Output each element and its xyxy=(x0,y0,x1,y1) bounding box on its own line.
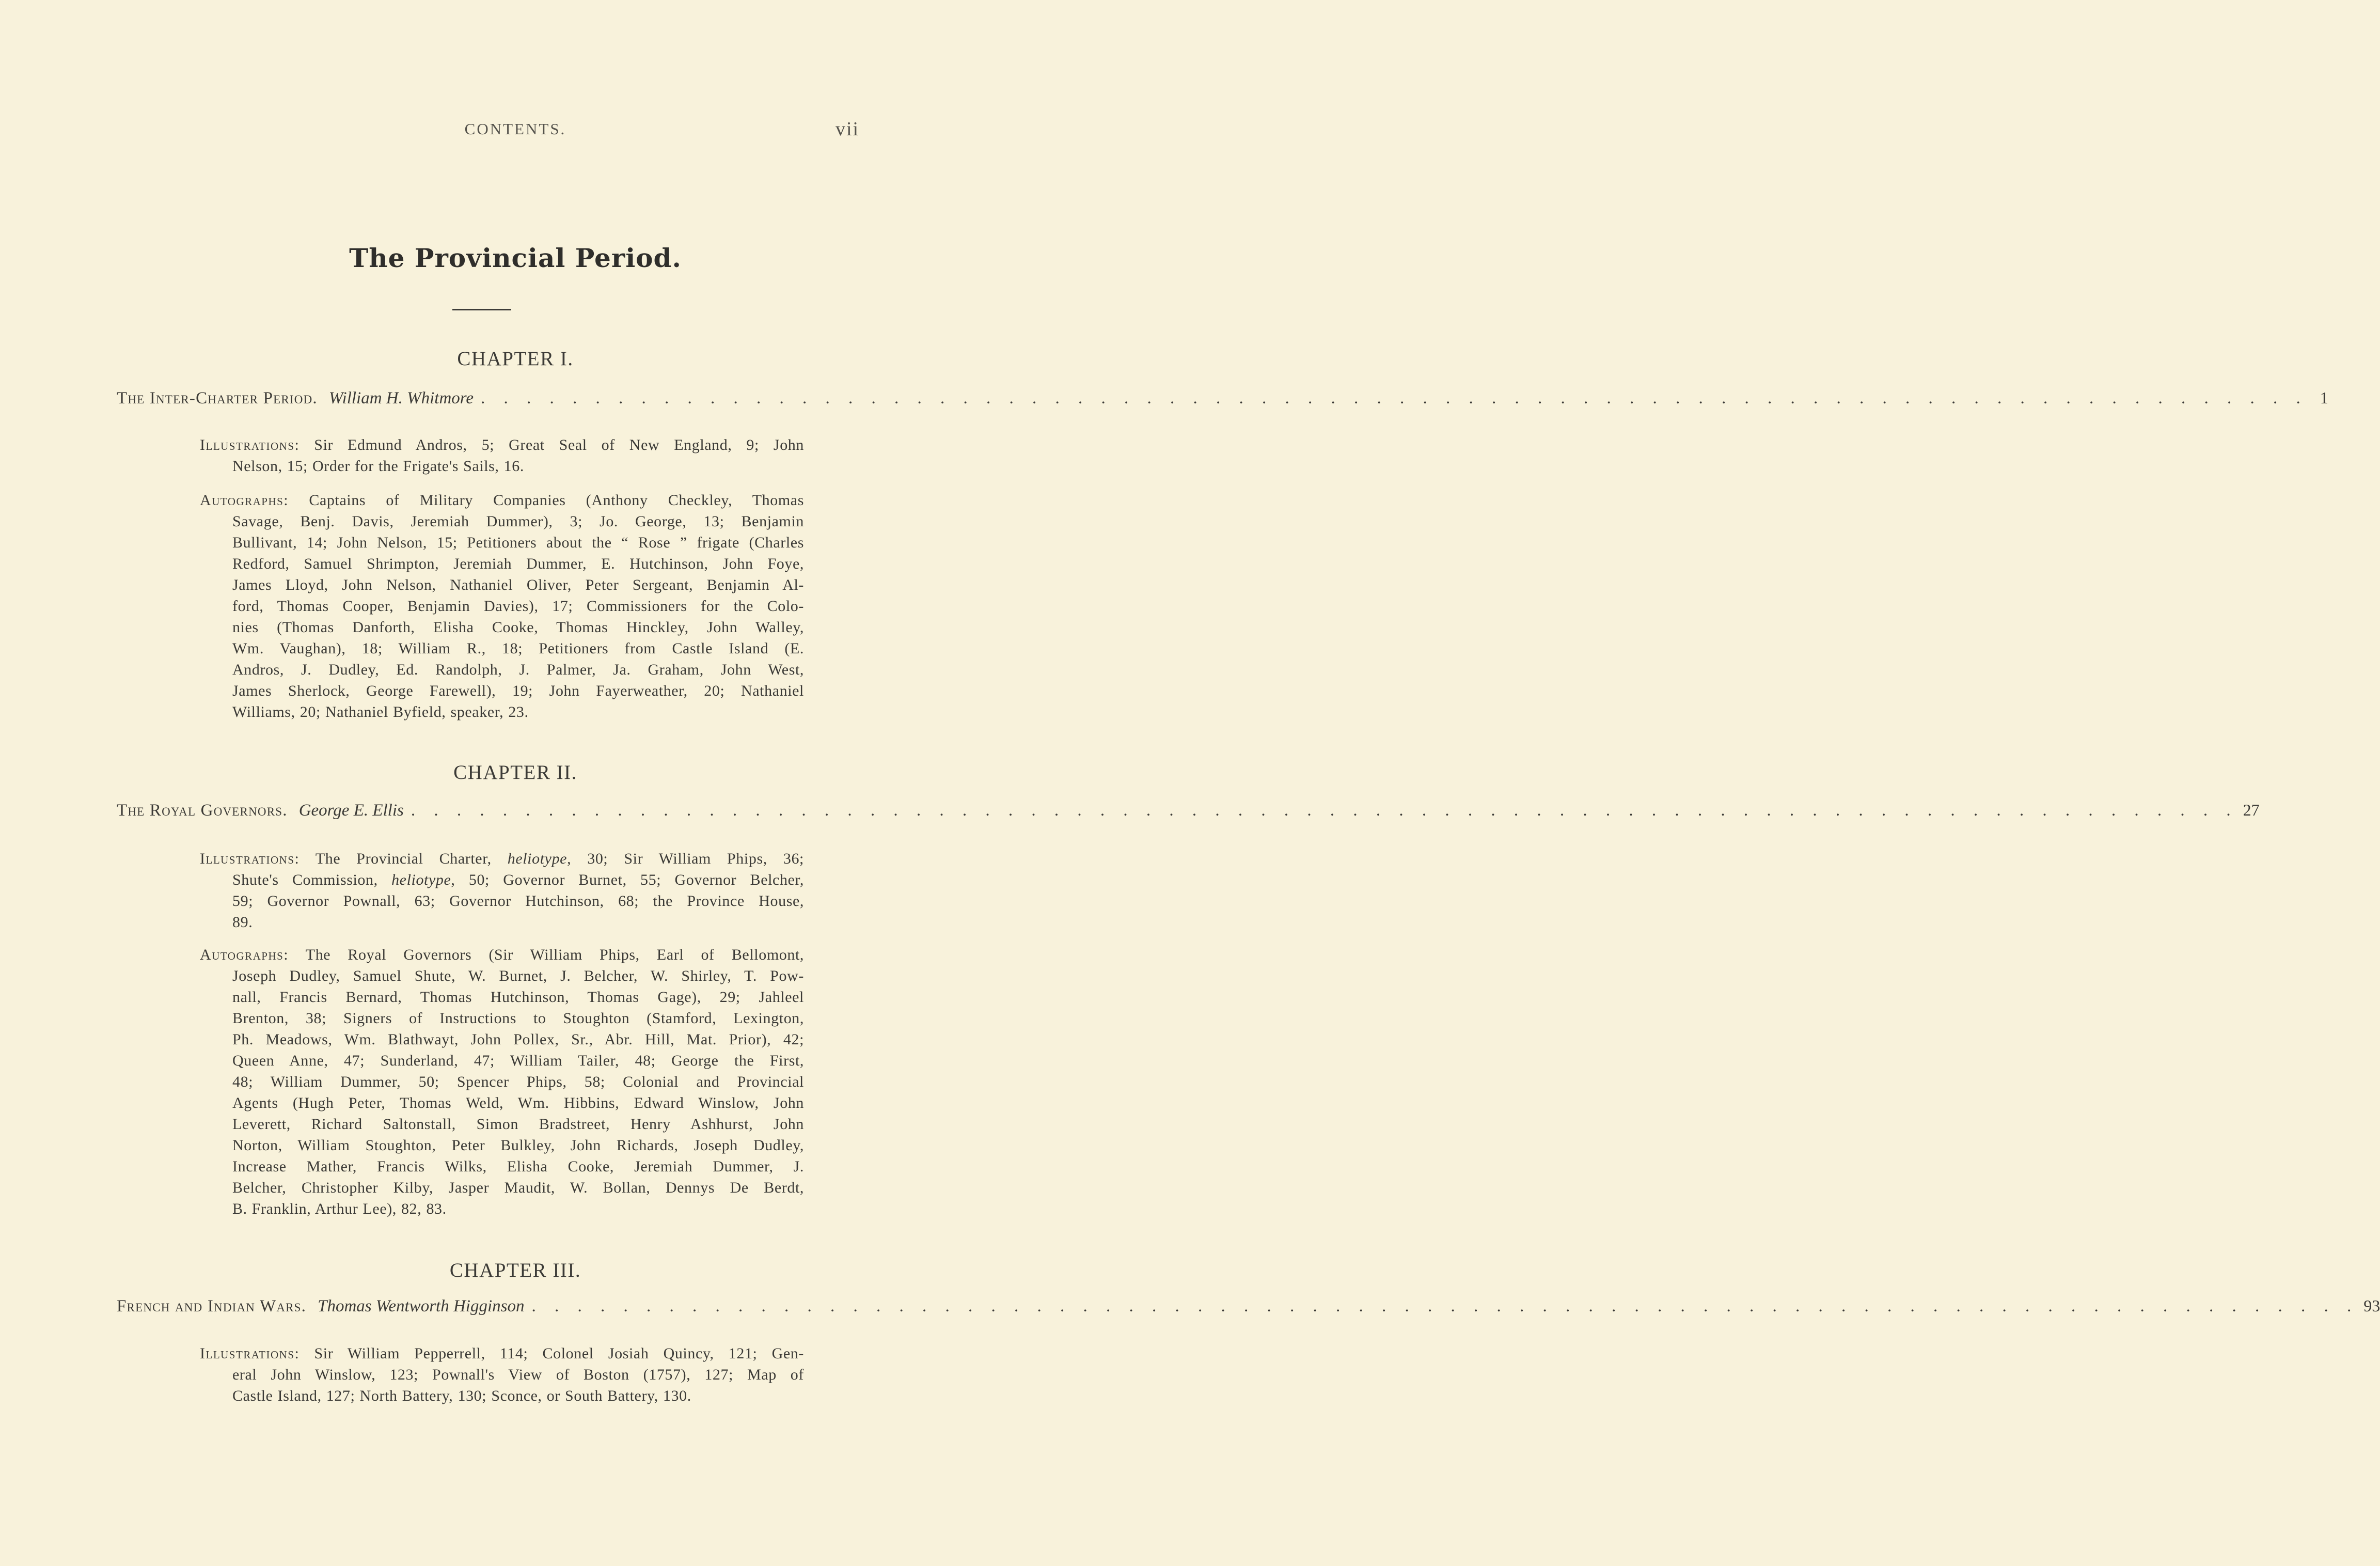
block-label: Illustrations: xyxy=(200,850,300,867)
text-line: Joseph Dudley, Samuel Shute, W. Burnet, J. Belcher, W. Shirley, T. Pow- xyxy=(232,967,804,984)
text-line: Redford, Samuel Shrimpton, Jeremiah Dummer, E. Hutchinson, John Foye, xyxy=(232,555,804,572)
text-line: 89. xyxy=(232,914,253,931)
text-line: eral John Winslow, 123; Pownall's View of Boston (1757), 127; Map of xyxy=(232,1366,804,1383)
block-label: Illustrations: xyxy=(200,1345,300,1362)
chapter-heading: CHAPTER II. xyxy=(453,761,577,784)
text-line: Illustrations: Sir William Pepperrell, 114; Colonel Josiah Quincy, 121; Gen- xyxy=(200,1345,804,1362)
chapter-author: Thomas Wentworth Higginson xyxy=(318,1297,525,1316)
toc-entry xyxy=(117,801,2260,820)
running-head: CONTENTS. xyxy=(464,120,566,138)
text-line: Illustrations: Sir Edmund Andros, 5; Great Seal of New England, 9; John xyxy=(200,436,804,453)
dot-leader: . . . . . . . . . . . . . . . . . . . . . . . . . . . . . . . . . . . . . . . . . . . . . . . . . . . . . . . . . . . . . . . . . . . . . . . . . . . . . . . . xyxy=(411,801,2238,820)
illustrations-list xyxy=(200,1343,804,1406)
part-title: The Provincial Period. xyxy=(349,243,682,273)
text-line: James Lloyd, John Nelson, Nathaniel Oliver, Peter Sergeant, Benjamin Al- xyxy=(232,576,804,593)
chapter-page-number: 93 xyxy=(2363,1296,2380,1315)
chapter-heading: CHAPTER I. xyxy=(457,348,574,370)
text-line: Norton, William Stoughton, Peter Bulkley, John Richards, Joseph Dudley, xyxy=(232,1137,804,1154)
italic-term: heliotype xyxy=(391,871,451,888)
text-line: Shute's Commission, heliotype, 50; Governor Burnet, 55; Governor Belcher, xyxy=(232,871,804,888)
text-line: Agents (Hugh Peter, Thomas Weld, Wm. Hibbins, Edward Winslow, John xyxy=(232,1094,804,1111)
chapter-author: William H. Whitmore xyxy=(328,389,474,408)
text-line: Autographs: Captains of Military Companies (Anthony Checkley, Thomas xyxy=(200,492,804,509)
text-line: nies (Thomas Danforth, Elisha Cooke, Thomas Hinckley, John Walley, xyxy=(232,619,804,636)
chapter-page-number: 1 xyxy=(2320,388,2328,407)
block-label: Autographs: xyxy=(200,492,289,509)
autographs-list xyxy=(200,490,804,723)
divider-rule xyxy=(452,309,511,310)
dot-leader: . . . . . . . . . . . . . . . . . . . . . . . . . . . . . . . . . . . . . . . . . . . . . . . . . . . . . . . . . . . . . . . . . . . . . . . . . . . . . . . . xyxy=(481,389,2308,408)
page-number: vii xyxy=(836,118,860,140)
chapter-title: The Royal Governors. xyxy=(117,801,288,820)
chapter-title: The Inter-Charter Period. xyxy=(117,389,318,408)
illustrations-list xyxy=(200,848,804,933)
autographs-list xyxy=(200,944,804,1219)
text-line: James Sherlock, George Farewell), 19; John Fayerweather, 20; Nathaniel xyxy=(232,682,804,699)
dot-leader: . . . . . . . . . . . . . . . . . . . . . . . . . . . . . . . . . . . . . . . . . . . . . . . . . . . . . . . . . . . . . . . . . . . . . . . . . . . . . . . . xyxy=(531,1297,2359,1316)
text-line: Leverett, Richard Saltonstall, Simon Bradstreet, Henry Ashhurst, John xyxy=(232,1116,804,1133)
text-line: Queen Anne, 47; Sunderland, 47; William Tailer, 48; George the First, xyxy=(232,1052,804,1069)
text-line: 59; Governor Pownall, 63; Governor Hutchinson, 68; the Province House, xyxy=(232,892,804,910)
text-line: B. Franklin, Arthur Lee), 82, 83. xyxy=(232,1200,447,1217)
chapter-title: French and Indian Wars. xyxy=(117,1297,307,1316)
italic-term: heliotype xyxy=(507,850,568,867)
text-line: Andros, J. Dudley, Ed. Randolph, J. Palmer, Ja. Graham, John West, xyxy=(232,661,804,678)
text-line: ford, Thomas Cooper, Benjamin Davies), 17; Commissioners for the Colo- xyxy=(232,598,804,615)
text-line: nall, Francis Bernard, Thomas Hutchinson, Thomas Gage), 29; Jahleel xyxy=(232,989,804,1006)
chapter-heading: CHAPTER III. xyxy=(449,1259,581,1281)
text-line: Nelson, 15; Order for the Frigate's Sails, 16. xyxy=(232,458,524,475)
illustrations-list xyxy=(200,434,804,477)
text-line: Wm. Vaughan), 18; William R., 18; Petitioners from Castle Island (E. xyxy=(232,640,804,657)
text-line: Williams, 20; Nathaniel Byfield, speaker, 23. xyxy=(232,703,529,721)
text-line: Illustrations: The Provincial Charter, heliotype, 30; Sir William Phips, 36; xyxy=(200,850,804,867)
chapter-author: George E. Ellis xyxy=(298,801,404,820)
text-line: Bullivant, 14; John Nelson, 15; Petitioners about the “ Rose ” frigate (Charles xyxy=(232,534,804,551)
toc-entry xyxy=(117,1296,2380,1316)
text-line: Belcher, Christopher Kilby, Jasper Maudit, W. Bollan, Dennys De Berdt, xyxy=(232,1179,804,1196)
text-line: Ph. Meadows, Wm. Blathwayt, John Pollex, Sr., Abr. Hill, Mat. Prior), 42; xyxy=(232,1031,804,1048)
text-line: Brenton, 38; Signers of Instructions to Stoughton (Stamford, Lexington, xyxy=(232,1010,804,1027)
text-line: 48; William Dummer, 50; Spencer Phips, 58; Colonial and Provincial xyxy=(232,1073,804,1090)
text-line: Castle Island, 127; North Battery, 130; Sconce, or South Battery, 130. xyxy=(232,1387,691,1404)
text-line: Increase Mather, Francis Wilks, Elisha Cooke, Jeremiah Dummer, J. xyxy=(232,1158,804,1175)
text-line: Autographs: The Royal Governors (Sir William Phips, Earl of Bellomont, xyxy=(200,946,804,963)
block-label: Illustrations: xyxy=(200,436,300,453)
toc-entry xyxy=(117,388,2328,408)
text-line: Savage, Benj. Davis, Jeremiah Dummer), 3; Jo. George, 13; Benjamin xyxy=(232,513,804,530)
chapter-page-number: 27 xyxy=(2243,801,2260,819)
block-label: Autographs: xyxy=(200,946,289,963)
